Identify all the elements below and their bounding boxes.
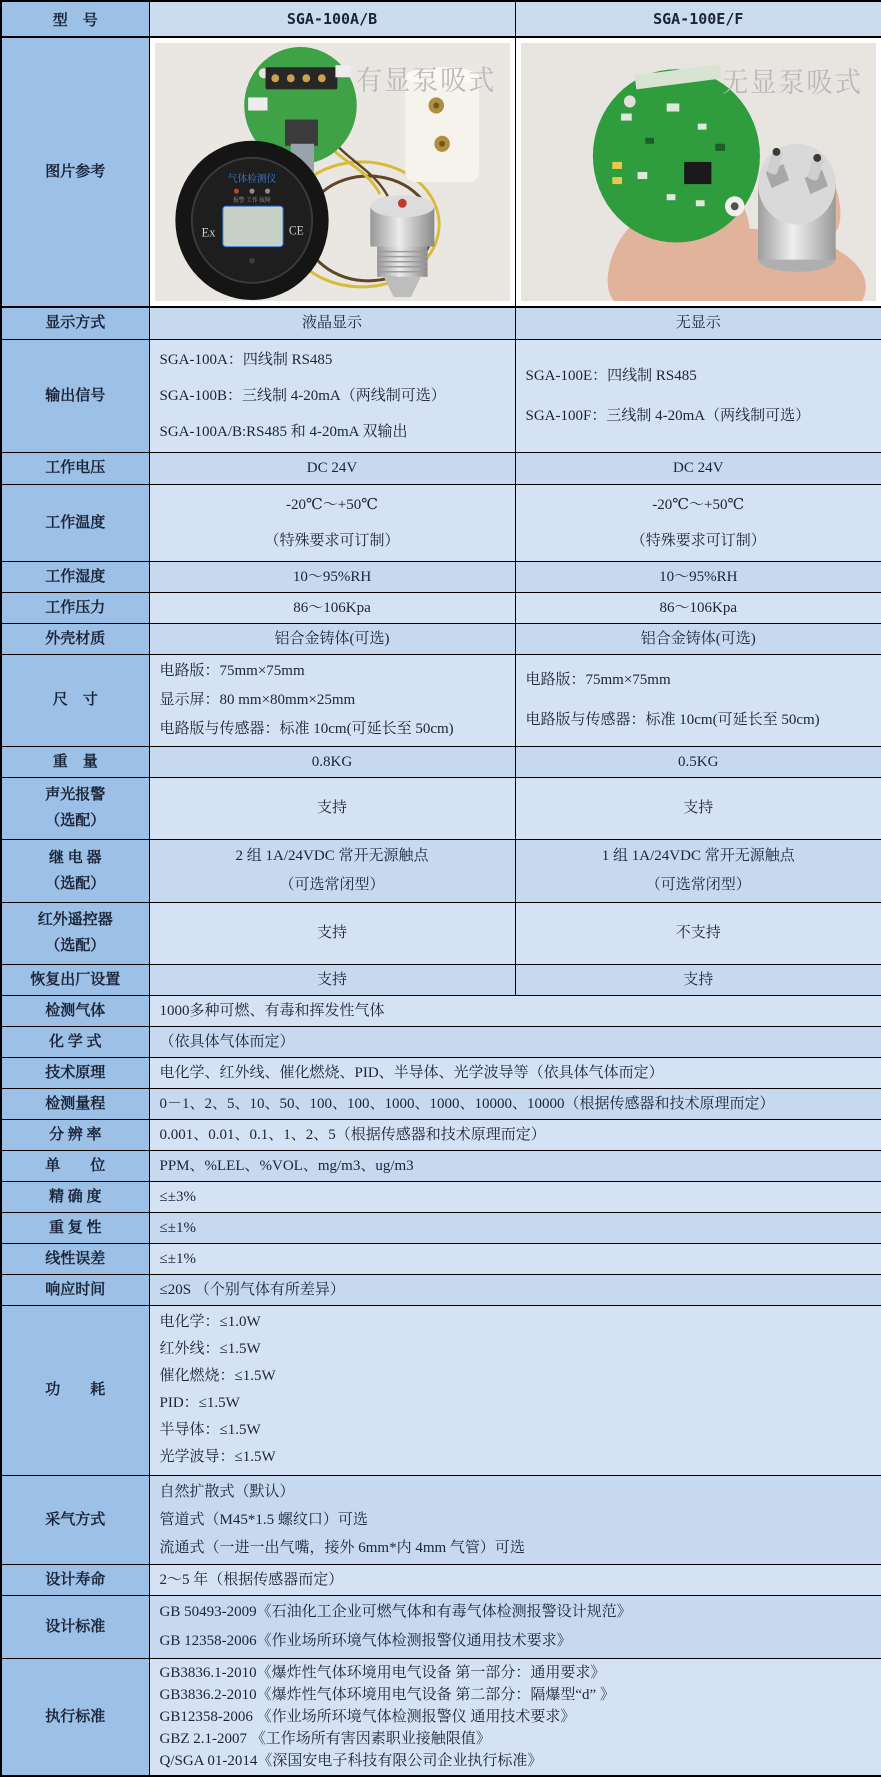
row-value: 电化学：≤1.0W 红外线：≤1.5W 催化燃烧：≤1.5W PID：≤1.5W 半导体：≤1.5W 光学波导：≤1.5W xyxy=(149,1305,881,1475)
row-value: ≤±1% xyxy=(149,1212,881,1243)
row-value: 无显示 xyxy=(515,307,881,339)
row-label: 声光报警 （选配） xyxy=(1,777,149,839)
row-value: 10～95%RH xyxy=(515,561,881,592)
row-label: 输出信号 xyxy=(1,339,149,452)
row-value: 电化学、红外线、催化燃烧、PID、半导体、光学波导等（依具体气体而定） xyxy=(149,1057,881,1088)
row-value: 铝合金铸体(可选) xyxy=(149,623,515,654)
spec-row xyxy=(1,592,881,623)
spec-row xyxy=(1,1026,881,1057)
image-row-label: 图片参考 xyxy=(1,37,149,307)
row-value: 支持 xyxy=(149,964,515,995)
row-label: 红外遥控器 （选配） xyxy=(1,902,149,964)
row-value: 支持 xyxy=(515,964,881,995)
row-value: 2 组 1A/24VDC 常开无源触点 （可选常闭型） xyxy=(149,839,515,902)
spec-row xyxy=(1,777,881,839)
product-photo-sga100ab xyxy=(155,43,510,301)
spec-row xyxy=(1,452,881,484)
spec-row xyxy=(1,746,881,777)
product-photo-cell-b xyxy=(515,37,881,307)
spec-row xyxy=(1,1212,881,1243)
image-row xyxy=(1,37,881,307)
spec-row xyxy=(1,964,881,995)
row-value: DC 24V xyxy=(149,452,515,484)
row-value: 电路版：75mm×75mm 电路版与传感器：标准 10cm(可延长至 50cm) xyxy=(515,654,881,746)
row-value: PPM、%LEL、%VOL、mg/m3、ug/m3 xyxy=(149,1150,881,1181)
row-label: 工作压力 xyxy=(1,592,149,623)
watermark-left: 有显泵吸式 xyxy=(355,64,496,96)
spec-row xyxy=(1,995,881,1026)
row-value: 1000多种可燃、有毒和挥发性气体 xyxy=(149,995,881,1026)
spec-row xyxy=(1,1150,881,1181)
row-label: 检测量程 xyxy=(1,1088,149,1119)
spec-row xyxy=(1,1119,881,1150)
row-label: 功 耗 xyxy=(1,1305,149,1475)
spec-row xyxy=(1,1564,881,1595)
spec-row xyxy=(1,1274,881,1305)
spec-rows xyxy=(1,307,881,1776)
row-label: 恢复出厂设置 xyxy=(1,964,149,995)
spec-row xyxy=(1,1595,881,1658)
row-label: 技术原理 xyxy=(1,1057,149,1088)
row-label: 显示方式 xyxy=(1,307,149,339)
product-photo-cell-a xyxy=(149,37,515,307)
row-label: 检测气体 xyxy=(1,995,149,1026)
model-a-header: SGA-100A/B xyxy=(149,1,515,37)
spec-row xyxy=(1,839,881,902)
model-b-header: SGA-100E/F xyxy=(515,1,881,37)
detector-led-labels: 报警 工作 故障 xyxy=(232,198,271,205)
row-value: 0.001、0.01、0.1、1、2、5（根据传感器和技术原理而定） xyxy=(149,1119,881,1150)
row-value: 10～95%RH xyxy=(149,561,515,592)
spec-row xyxy=(1,1057,881,1088)
row-value: 液晶显示 xyxy=(149,307,515,339)
spec-row xyxy=(1,484,881,561)
row-value: SGA-100E：四线制 RS485 SGA-100F：三线制 4-20mA（两线制可选） xyxy=(515,339,881,452)
row-label: 精 确 度 xyxy=(1,1181,149,1212)
row-value: ≤±1% xyxy=(149,1243,881,1274)
row-value: 0－1、2、5、10、50、100、100、1000、1000、10000、10000（根据传感器和技术原理而定） xyxy=(149,1088,881,1119)
header-row xyxy=(1,1,881,37)
row-value: 自然扩散式（默认） 管道式（M45*1.5 螺纹口）可选 流通式（一进一出气嘴，接外 6mm*内 4mm 气管）可选 xyxy=(149,1475,881,1564)
row-value: （依具体气体而定） xyxy=(149,1026,881,1057)
row-label: 重 复 性 xyxy=(1,1212,149,1243)
spec-row xyxy=(1,902,881,964)
row-label: 线性误差 xyxy=(1,1243,149,1274)
spec-row xyxy=(1,1181,881,1212)
spec-row xyxy=(1,654,881,746)
row-value: 支持 xyxy=(149,777,515,839)
row-value: ≤20S （个别气体有所差异） xyxy=(149,1274,881,1305)
row-value: -20℃～+50℃ （特殊要求可订制） xyxy=(515,484,881,561)
row-label: 化 学 式 xyxy=(1,1026,149,1057)
row-value: GB3836.1-2010《爆炸性气体环境用电气设备 第一部分：通用要求》 GB3836.2-2010《爆炸性气体环境用电气设备 第二部分：隔爆型“d” 》 GB12358-2006 《作业场所环境气体检测报警仪 通用技术要求》 GBZ 2.1-2007 《工作场所有害因素职业接触限值》 Q/SGA 01-2014《深国安电子科技有限公司企业执行标准》 xyxy=(149,1658,881,1776)
row-value: 2～5 年（根据传感器而定） xyxy=(149,1564,881,1595)
row-label: 响应时间 xyxy=(1,1274,149,1305)
spec-row xyxy=(1,1088,881,1119)
detector-head xyxy=(175,141,328,300)
row-label: 外壳材质 xyxy=(1,623,149,654)
row-value: 支持 xyxy=(515,777,881,839)
spec-row xyxy=(1,339,881,452)
row-value: -20℃～+50℃ （特殊要求可订制） xyxy=(149,484,515,561)
row-value: 支持 xyxy=(149,902,515,964)
spec-row xyxy=(1,1305,881,1475)
row-label: 执行标准 xyxy=(1,1658,149,1776)
row-label: 尺 寸 xyxy=(1,654,149,746)
spec-row xyxy=(1,1475,881,1564)
model-label-cell: 型 号 xyxy=(1,1,149,37)
row-label: 工作电压 xyxy=(1,452,149,484)
row-label: 设计寿命 xyxy=(1,1564,149,1595)
row-label: 采气方式 xyxy=(1,1475,149,1564)
row-value: ≤±3% xyxy=(149,1181,881,1212)
row-label: 单 位 xyxy=(1,1150,149,1181)
row-value: 86～106Kpa xyxy=(515,592,881,623)
row-label: 工作温度 xyxy=(1,484,149,561)
spec-row xyxy=(1,623,881,654)
row-value: SGA-100A：四线制 RS485 SGA-100B：三线制 4-20mA（两线制可选） SGA-100A/B:RS485 和 4-20mA 双输出 xyxy=(149,339,515,452)
row-value: 1 组 1A/24VDC 常开无源触点 （可选常闭型） xyxy=(515,839,881,902)
ce-mark: CE xyxy=(288,223,304,238)
row-value: DC 24V xyxy=(515,452,881,484)
row-value: 0.5KG xyxy=(515,746,881,777)
spec-row xyxy=(1,1243,881,1274)
spec-row xyxy=(1,561,881,592)
silver-sensor xyxy=(758,144,836,272)
row-label: 分 辨 率 xyxy=(1,1119,149,1150)
row-value: 86～106Kpa xyxy=(149,592,515,623)
row-label: 重 量 xyxy=(1,746,149,777)
spec-row xyxy=(1,307,881,339)
row-label: 继 电 器 （选配） xyxy=(1,839,149,902)
row-label: 工作湿度 xyxy=(1,561,149,592)
row-value: 0.8KG xyxy=(149,746,515,777)
row-value: 铝合金铸体(可选) xyxy=(515,623,881,654)
row-value: GB 50493-2009《石油化工企业可燃气体和有毒气体检测报警设计规范》 GB 12358-2006《作业场所环境气体检测报警仪通用技术要求》 xyxy=(149,1595,881,1658)
detector-screen-title: 气体检测仪 xyxy=(227,173,276,186)
row-value: 不支持 xyxy=(515,902,881,964)
watermark-right: 无显泵吸式 xyxy=(721,66,863,98)
row-label: 设计标准 xyxy=(1,1595,149,1658)
product-photo-sga100ef xyxy=(521,43,877,301)
row-value: 电路版：75mm×75mm 显示屏：80 mm×80mm×25mm 电路版与传感器：标准 10cm(可延长至 50cm) xyxy=(149,654,515,746)
spec-row xyxy=(1,1658,881,1776)
ex-mark: Ex xyxy=(201,225,216,240)
